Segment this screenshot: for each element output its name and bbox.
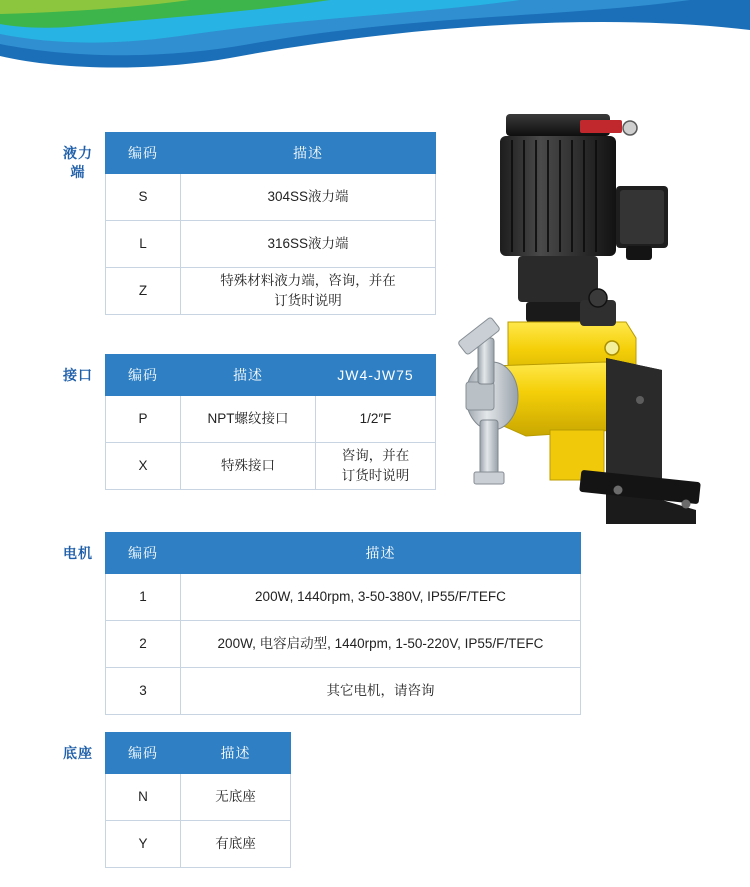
cell-code: L <box>106 221 181 268</box>
section-label-base: 底座 <box>63 745 93 761</box>
cell-spec <box>316 443 436 490</box>
cell-desc: 200W, 1440rpm, 3-50-380V, IP55/F/TEFC <box>181 574 581 621</box>
motor-bolt <box>623 121 637 135</box>
section-label-line2: 端 <box>70 164 86 180</box>
base-bolt-hole-left <box>614 486 623 495</box>
section-label-motor: 电机 <box>63 545 93 561</box>
cell-code: Z <box>106 268 181 315</box>
terminal-box-lid <box>620 190 664 244</box>
table-row <box>106 774 291 821</box>
table-row <box>106 268 436 315</box>
base-bolt-hole-right <box>682 500 691 509</box>
cell-desc: 200W, 电容启动型, 1440rpm, 1-50-220V, IP55/F/TEFC <box>181 621 581 668</box>
motor-nameplate <box>580 120 622 133</box>
cell-code: 1 <box>106 574 181 621</box>
cell-desc: 无底座 <box>181 774 291 821</box>
cell-code: S <box>106 174 181 221</box>
table-liquid-end <box>105 132 436 315</box>
table-row <box>106 821 291 868</box>
table-motor <box>105 532 581 715</box>
cell-desc: 316SS液力端 <box>181 221 436 268</box>
cell-desc: 其它电机，请咨询 <box>181 668 581 715</box>
cell-code: P <box>106 396 181 443</box>
table-row <box>106 396 436 443</box>
stroke-adjust-knob <box>589 289 607 307</box>
table-row <box>106 621 581 668</box>
table-header-row <box>106 355 436 396</box>
motor-body <box>500 136 616 256</box>
cell-spec: 1/2″F <box>316 396 436 443</box>
col-header-code: 编码 <box>106 533 181 574</box>
section-label-line1: 液力 <box>63 145 93 161</box>
cell-desc: 特殊接口 <box>181 443 316 490</box>
cell-desc-line2: 订货时说明 <box>274 293 342 308</box>
metering-pump-photo <box>430 100 740 540</box>
cell-desc-line1: 特殊材料液力端，咨询，并在 <box>220 273 396 288</box>
col-header-code: 编码 <box>106 733 181 774</box>
suction-pipe <box>480 420 498 478</box>
col-header-desc: 描述 <box>181 355 316 396</box>
cell-code: N <box>106 774 181 821</box>
table-header-row <box>106 733 291 774</box>
oil-sight-glass <box>605 341 619 355</box>
table-row <box>106 574 581 621</box>
cell-desc <box>181 268 436 315</box>
table-row <box>106 221 436 268</box>
table-row <box>106 443 436 490</box>
section-label-liquid-end <box>55 144 101 182</box>
table-connection <box>105 354 436 490</box>
cell-code: 2 <box>106 621 181 668</box>
cell-desc: NPT螺纹接口 <box>181 396 316 443</box>
cable-gland <box>626 246 652 260</box>
cell-code: 3 <box>106 668 181 715</box>
header-banner <box>0 0 750 72</box>
cell-desc: 304SS液力端 <box>181 174 436 221</box>
col-header-code: 编码 <box>106 133 181 174</box>
banner-graphic <box>0 0 750 72</box>
table-row <box>106 668 581 715</box>
cell-code: X <box>106 443 181 490</box>
section-label-connection: 接口 <box>63 367 93 383</box>
cell-spec-line1: 咨询，并在 <box>341 448 410 463</box>
pump-illustration <box>430 100 740 540</box>
col-header-desc: 描述 <box>181 733 291 774</box>
cell-desc: 有底座 <box>181 821 291 868</box>
pump-head-flange <box>466 382 494 410</box>
col-header-desc: 描述 <box>181 133 436 174</box>
table-base <box>105 732 291 868</box>
bracket-bolt <box>636 396 644 404</box>
suction-fitting <box>474 472 504 484</box>
cell-code: Y <box>106 821 181 868</box>
cell-spec-line2: 订货时说明 <box>341 468 410 483</box>
table-header-row <box>106 133 436 174</box>
table-row <box>106 174 436 221</box>
motor-flange <box>518 256 598 302</box>
col-header-desc: 描述 <box>181 533 581 574</box>
col-header-code: 编码 <box>106 355 181 396</box>
col-header-model: JW4-JW75 <box>316 355 436 396</box>
